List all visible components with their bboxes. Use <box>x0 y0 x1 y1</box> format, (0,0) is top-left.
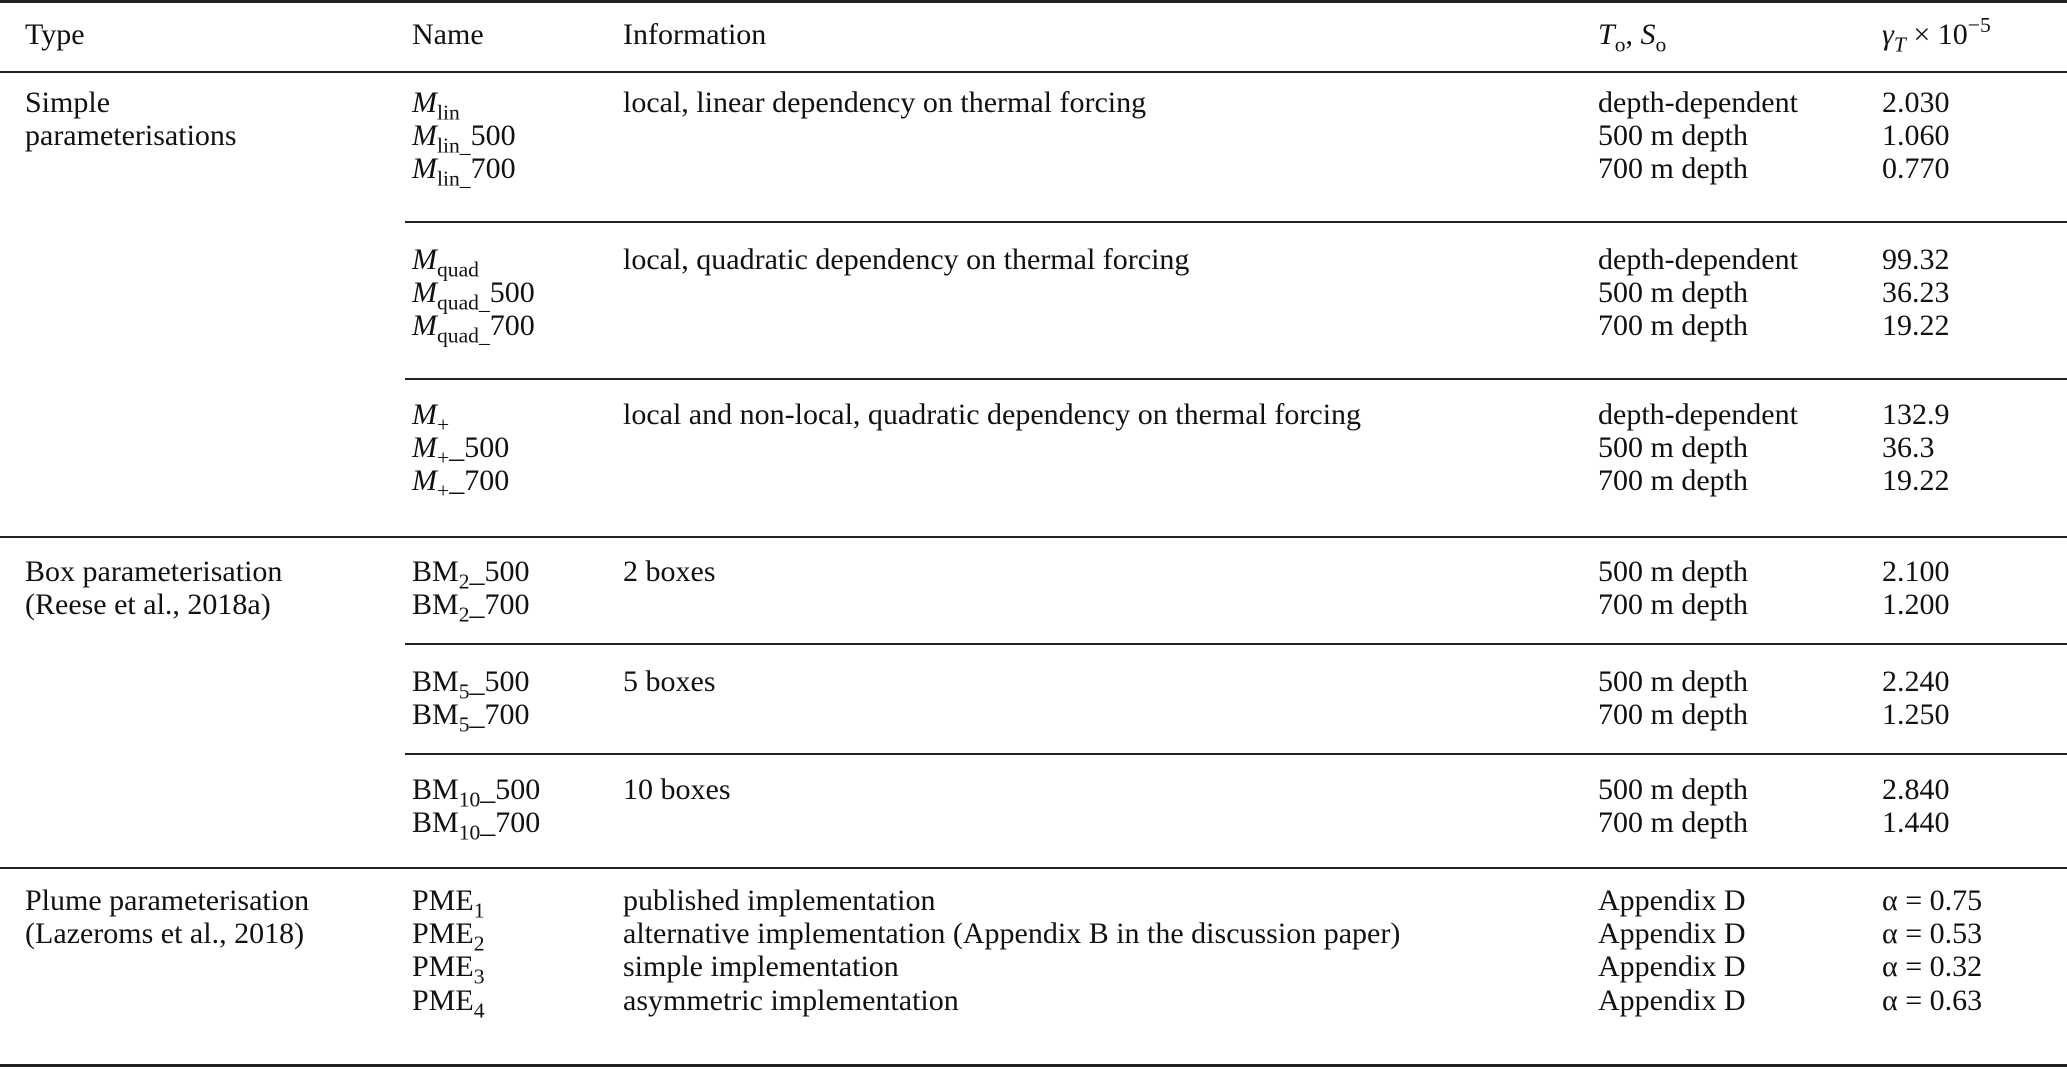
model-name <box>412 884 485 923</box>
table-bottom-rule <box>0 1064 2067 1067</box>
model-name <box>412 276 535 315</box>
header-gamma-sub: T <box>1893 32 1906 57</box>
to-so-cell: 500 m depth <box>1598 119 1748 153</box>
type-label-line: (Reese et al., 2018a) <box>25 588 271 622</box>
header-gamma <box>1882 13 1991 57</box>
model-name-suffix: 700 <box>470 152 516 186</box>
to-so-cell: Appendix D <box>1598 884 1746 917</box>
gamma-cell: 1.200 <box>1882 588 1950 622</box>
model-name-main: M <box>412 276 437 310</box>
gamma-cell: 1.440 <box>1882 806 1950 840</box>
information-cell: 5 boxes <box>623 665 716 698</box>
model-name <box>412 917 485 956</box>
model-name-main: BM <box>412 665 459 698</box>
model-name-subscript: 5 <box>458 679 470 704</box>
model-name <box>412 152 516 191</box>
gamma-cell: 0.770 <box>1882 152 1950 186</box>
model-name <box>412 773 541 812</box>
gamma-cell: 132.9 <box>1882 398 1950 431</box>
header-name: Name <box>412 18 484 51</box>
model-name-subscript: 2 <box>458 602 470 627</box>
model-name-main: PME <box>412 983 474 1017</box>
type-label-line: parameterisations <box>25 119 237 153</box>
to-so-cell: 700 m depth <box>1598 152 1748 186</box>
model-name-subscript: 10 <box>458 820 481 845</box>
model-name-subscript: lin <box>437 100 460 125</box>
to-so-cell: 700 m depth <box>1598 806 1748 840</box>
gamma-cell: α = 0.75 <box>1882 884 1983 917</box>
model-name <box>412 555 530 594</box>
group-separator-rule <box>0 536 2067 538</box>
information-cell: alternative implementation (Appendix B in the discussion paper) <box>623 917 1401 951</box>
to-so-cell: 500 m depth <box>1598 773 1748 806</box>
model-name-main: PME <box>412 950 474 984</box>
model-name-subscript: 2 <box>473 931 485 956</box>
model-name <box>412 588 530 627</box>
to-so-cell: Appendix D <box>1598 983 1746 1017</box>
to-so-cell: Appendix D <box>1598 950 1746 984</box>
model-name-subscript: + <box>437 445 450 470</box>
group-separator-rule <box>405 221 2067 223</box>
type-label-line: (Lazeroms et al., 2018) <box>25 917 305 951</box>
gamma-cell: 2.030 <box>1882 86 1950 119</box>
model-name <box>412 86 460 125</box>
to-so-cell: 700 m depth <box>1598 698 1748 732</box>
model-name <box>412 398 450 437</box>
model-name-main: BM <box>412 773 459 806</box>
group-separator-rule <box>405 753 2067 755</box>
model-name-suffix: _700 <box>469 588 530 622</box>
type-label-line: Box parameterisation <box>25 555 283 588</box>
model-name-main: M <box>412 398 437 431</box>
model-name <box>412 243 479 282</box>
header-s: S <box>1640 18 1656 51</box>
model-name-main: M <box>412 243 437 276</box>
information-cell: published implementation <box>623 884 936 917</box>
model-name-subscript: 10 <box>458 787 481 812</box>
model-name-subscript: + <box>437 412 450 437</box>
model-name-main: M <box>412 152 437 186</box>
model-name <box>412 464 510 503</box>
gamma-cell: 1.250 <box>1882 698 1950 732</box>
model-name-main: BM <box>412 588 459 622</box>
to-so-cell: 500 m depth <box>1598 555 1748 588</box>
model-name-subscript: quad_ <box>437 290 490 315</box>
model-name-main: M <box>412 464 437 498</box>
information-cell: simple implementation <box>623 950 899 984</box>
model-name-main: BM <box>412 806 459 840</box>
gamma-cell: 2.240 <box>1882 665 1950 698</box>
gamma-cell: α = 0.53 <box>1882 917 1983 951</box>
model-name-suffix: _500 <box>469 665 530 698</box>
to-so-cell: depth-dependent <box>1598 243 1798 276</box>
information-cell: asymmetric implementation <box>623 983 959 1017</box>
model-name <box>412 950 485 989</box>
gamma-cell: 19.22 <box>1882 309 1950 343</box>
to-so-cell: depth-dependent <box>1598 86 1798 119</box>
information-cell: 2 boxes <box>623 555 716 588</box>
model-name-main: PME <box>412 884 474 917</box>
header-gamma-symbol: γ <box>1882 18 1894 51</box>
model-name-main: M <box>412 431 437 465</box>
group-separator-rule <box>405 643 2067 645</box>
model-name-subscript: quad_ <box>437 323 490 348</box>
gamma-cell: 36.23 <box>1882 276 1950 310</box>
model-name <box>412 983 485 1023</box>
model-name-main: M <box>412 86 437 119</box>
model-name <box>412 309 535 348</box>
model-name-subscript: + <box>437 478 450 503</box>
to-so-cell: 500 m depth <box>1598 276 1748 310</box>
header-s-sub: o <box>1655 32 1667 57</box>
header-to-so <box>1598 18 1667 57</box>
gamma-cell: 2.100 <box>1882 555 1950 588</box>
gamma-cell: α = 0.63 <box>1882 983 1983 1017</box>
model-name-main: M <box>412 119 437 153</box>
model-name-suffix: 500 <box>470 119 516 153</box>
gamma-cell: 1.060 <box>1882 119 1950 153</box>
to-so-cell: 700 m depth <box>1598 464 1748 498</box>
model-name <box>412 431 510 470</box>
gamma-cell: 36.3 <box>1882 431 1935 465</box>
model-name-main: BM <box>412 555 459 588</box>
model-name <box>412 806 541 845</box>
to-so-cell: depth-dependent <box>1598 398 1798 431</box>
type-label-line: Plume parameterisation <box>25 884 310 917</box>
model-name-subscript: 1 <box>473 898 485 923</box>
type-label-line: Simple <box>25 86 111 119</box>
model-name-suffix: _700 <box>480 806 541 840</box>
header-gamma-times: × 10 <box>1905 18 1968 51</box>
information-cell: local and non-local, quadratic dependency on thermal forcing <box>623 398 1362 431</box>
to-so-cell: 500 m depth <box>1598 431 1748 465</box>
header-information: Information <box>623 18 767 51</box>
model-name-suffix: _500 <box>449 431 510 465</box>
gamma-cell: 19.22 <box>1882 464 1950 498</box>
information-cell: local, quadratic dependency on thermal forcing <box>623 243 1190 276</box>
model-name-subscript: 4 <box>473 998 485 1023</box>
model-name-main: M <box>412 309 437 343</box>
header-t-sub: o <box>1614 32 1626 57</box>
model-name-suffix: _700 <box>449 464 510 498</box>
header-t: T <box>1598 18 1615 51</box>
information-cell: local, linear dependency on thermal forcing <box>623 86 1147 119</box>
model-name-subscript: 2 <box>458 569 470 594</box>
table-top-rule <box>0 0 2067 3</box>
information-cell: 10 boxes <box>623 773 731 806</box>
model-name-main: BM <box>412 698 459 732</box>
model-name-subscript: lin_ <box>437 133 471 158</box>
model-name-subscript: 3 <box>473 964 485 989</box>
header-sep: , <box>1625 18 1641 51</box>
header-rule <box>0 71 2067 73</box>
header-gamma-exp: −5 <box>1967 13 1991 38</box>
to-so-cell: 700 m depth <box>1598 309 1748 343</box>
to-so-cell: 700 m depth <box>1598 588 1748 622</box>
header-type: Type <box>25 18 85 51</box>
group-separator-rule <box>0 867 2067 869</box>
to-so-cell: Appendix D <box>1598 917 1746 951</box>
model-name-subscript: 5 <box>458 712 470 737</box>
model-name-subscript: lin_ <box>437 166 471 191</box>
gamma-cell: 2.840 <box>1882 773 1950 806</box>
group-separator-rule <box>405 378 2067 380</box>
model-name <box>412 665 530 704</box>
model-name-suffix: _500 <box>469 555 530 588</box>
model-name-main: PME <box>412 917 474 951</box>
model-name <box>412 698 530 737</box>
model-name-suffix: _700 <box>469 698 530 732</box>
model-name-suffix: _500 <box>480 773 541 806</box>
to-so-cell: 500 m depth <box>1598 665 1748 698</box>
model-name-subscript: quad <box>437 257 479 282</box>
model-name-suffix: 500 <box>489 276 535 310</box>
gamma-cell: 99.32 <box>1882 243 1950 276</box>
gamma-cell: α = 0.32 <box>1882 950 1983 984</box>
model-name-suffix: 700 <box>489 309 535 343</box>
model-name <box>412 119 516 158</box>
